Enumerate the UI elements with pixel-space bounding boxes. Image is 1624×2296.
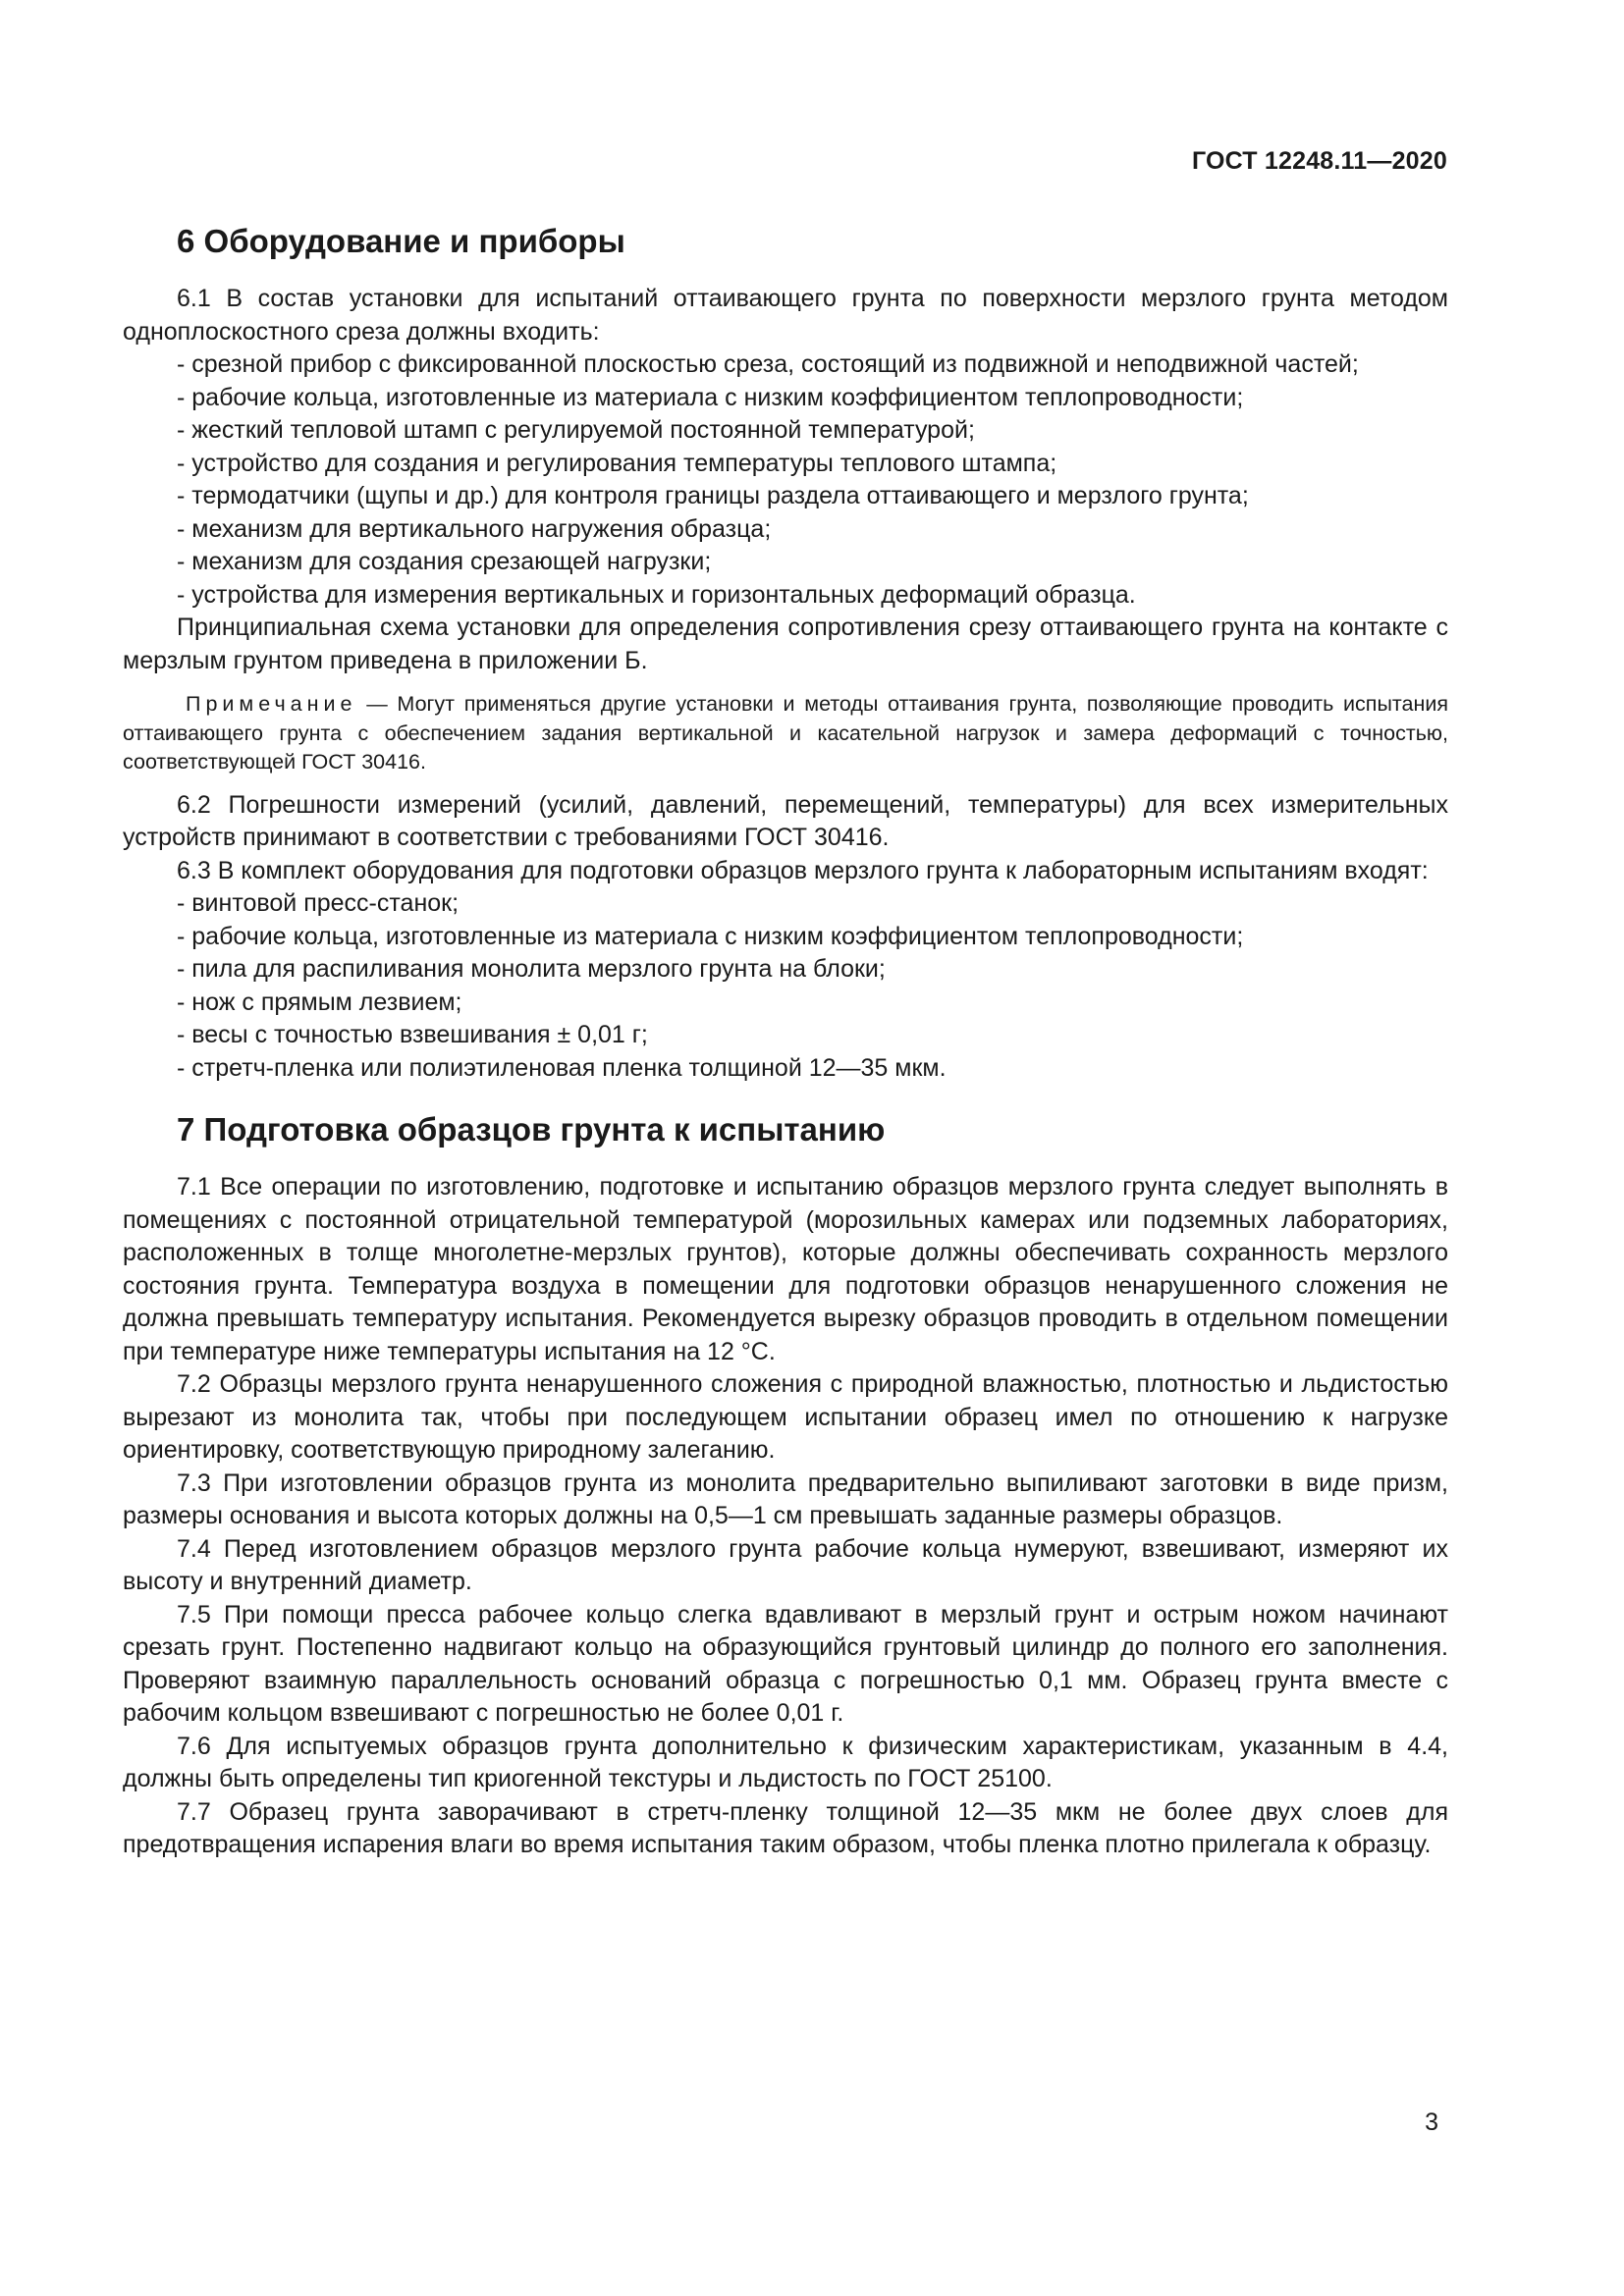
list-item: - срезной прибор с фиксированной плоскостью среза, состоящий из подвижной и неподвижной частей; [177,350,1359,378]
paragraph-7-4: 7.4 Перед изготовлением образцов мерзлого грунта рабочие кольца нумеруют, взвешивают, измеряют их высоту и внутренний диаметр. [123,1534,1448,1595]
section-6-heading: 6 Оборудование и приборы [177,223,625,259]
paragraph-6-1: 6.1 В состав установки для испытаний оттаивающего грунта по поверхности мерзлого грунта методом одноплоскостного среза должны входить: [123,285,1448,346]
paragraph-7-1: 7.1 Все операции по изготовлению, подготовке и испытанию образцов мерзлого грунта следует выполнять в помещениях с постоянной отрицательной температурой (морозильных камерах или подземных лабораториях, расположенных в толще многолетне-мерзлых грунтов), которые должны обеспечивать сохранность мерзлого состояния грунта. Температура воздуха в помещении для подготовки образцов ненарушенного сложения не должна превышать температуру испытания. Рекомендуется вырезку образцов проводить в отдельном помещении при температуре ниже температуры испытания на 12 °С. [123,1173,1448,1365]
equipment-list [123,348,1448,612]
list-item: - жесткий тепловой штамп с регулируемой постоянной температурой; [177,416,975,444]
paragraph-7-7: 7.7 Образец грунта заворачивают в стретч-пленку толщиной 12—35 мкм не более двух слоев для предотвращения испарения влаги во время испытания таким образом, чтобы пленка плотно прилегала к образцу. [123,1797,1448,1858]
preparation-equipment-list [123,887,1448,1085]
list-item: - рабочие кольца, изготовленные из материала с низким коэффициентом теплопроводности; [177,383,1244,411]
list-item: - пила для распиливания монолита мерзлого грунта на блоки; [177,955,886,983]
list-item: - механизм для вертикального нагружения образца; [177,514,772,543]
list-item: - термодатчики (щупы и др.) для контроля границы раздела оттаивающего и мерзлого грунта; [177,482,1249,509]
list-item: - винтовой пресс-станок; [177,889,460,917]
paragraph-6-3: 6.3 В комплект оборудования для подготовки образцов мерзлого грунта к лабораторным испытаниям входят: [177,856,1429,884]
list-item: - стретч-пленка или полиэтиленовая пленка толщиной 12—35 мкм. [177,1053,947,1082]
note-label: Примечание [186,692,357,716]
paragraph-7-5: 7.5 При помощи пресса рабочее кольцо слегка вдавливают в мерзлый грунт и острым ножом начинают срезать грунт. Постепенно надвигают кольцо на образующийся грунтовый цилиндр до полного его заполнения. Проверяют взаимную параллельность оснований образца с погрешностью 0,1 мм. Образец грунта вместе с рабочим кольцом взвешивают с погрешностью не более 0,01 г. [123,1600,1448,1727]
paragraph-7-6: 7.6 Для испытуемых образцов грунта дополнительно к физическим характеристикам, указанным в 4.4, должны быть определены тип криогенной текстуры и льдистость по ГОСТ 25100. [123,1732,1448,1792]
paragraph-7-3: 7.3 При изготовлении образцов грунта из монолита предварительно выпиливают заготовки в виде призм, размеры основания и высота которых должны на 0,5—1 см превышать заданные размеры образцов. [123,1468,1448,1529]
note [123,690,1448,777]
page-number: 3 [1425,2109,1438,2136]
list-item: - рабочие кольца, изготовленные из материала с низким коэффициентом теплопроводности; [177,922,1244,950]
page-content [123,220,1448,1862]
section-7-heading: 7 Подготовка образцов грунта к испытанию [177,1111,886,1148]
paragraph-scheme: Принципиальная схема установки для определения сопротивления срезу оттаивающего грунта на контакте с мерзлым грунтом приведена в приложении Б. [123,614,1448,674]
paragraph-7-2: 7.2 Образцы мерзлого грунта ненарушенного сложения с природной влажностью, плотностью и льдистостью вырезают из монолита так, чтобы при последующем испытании образец имел по отношению к нагрузке ориентировку, соответствующую природному залеганию. [123,1370,1448,1464]
list-item: - механизм для создания срезающей нагрузки; [177,548,712,575]
note-text: — Могут применяться другие установки и методы оттаивания грунта, позволяющие проводить испытания оттаивающего грунта с обеспечением задания вертикальной и касательной нагрузок и замера деформаций с точностью, соответствующей ГОСТ 30416. [123,692,1448,774]
list-item: - устройство для создания и регулирования температуры теплового штампа; [177,449,1057,477]
paragraph-6-2: 6.2 Погрешности измерений (усилий, давлений, перемещений, температуры) для всех измерительных устройств принимают в соответствии с требованиями ГОСТ 30416. [123,790,1448,851]
document-id-header: ГОСТ 12248.11—2020 [1191,147,1447,175]
list-item: - устройства для измерения вертикальных и горизонтальных деформаций образца. [177,580,1136,609]
list-item: - нож с прямым лезвием; [177,988,462,1016]
list-item: - весы с точностью взвешивания ± 0,01 г; [177,1021,648,1048]
